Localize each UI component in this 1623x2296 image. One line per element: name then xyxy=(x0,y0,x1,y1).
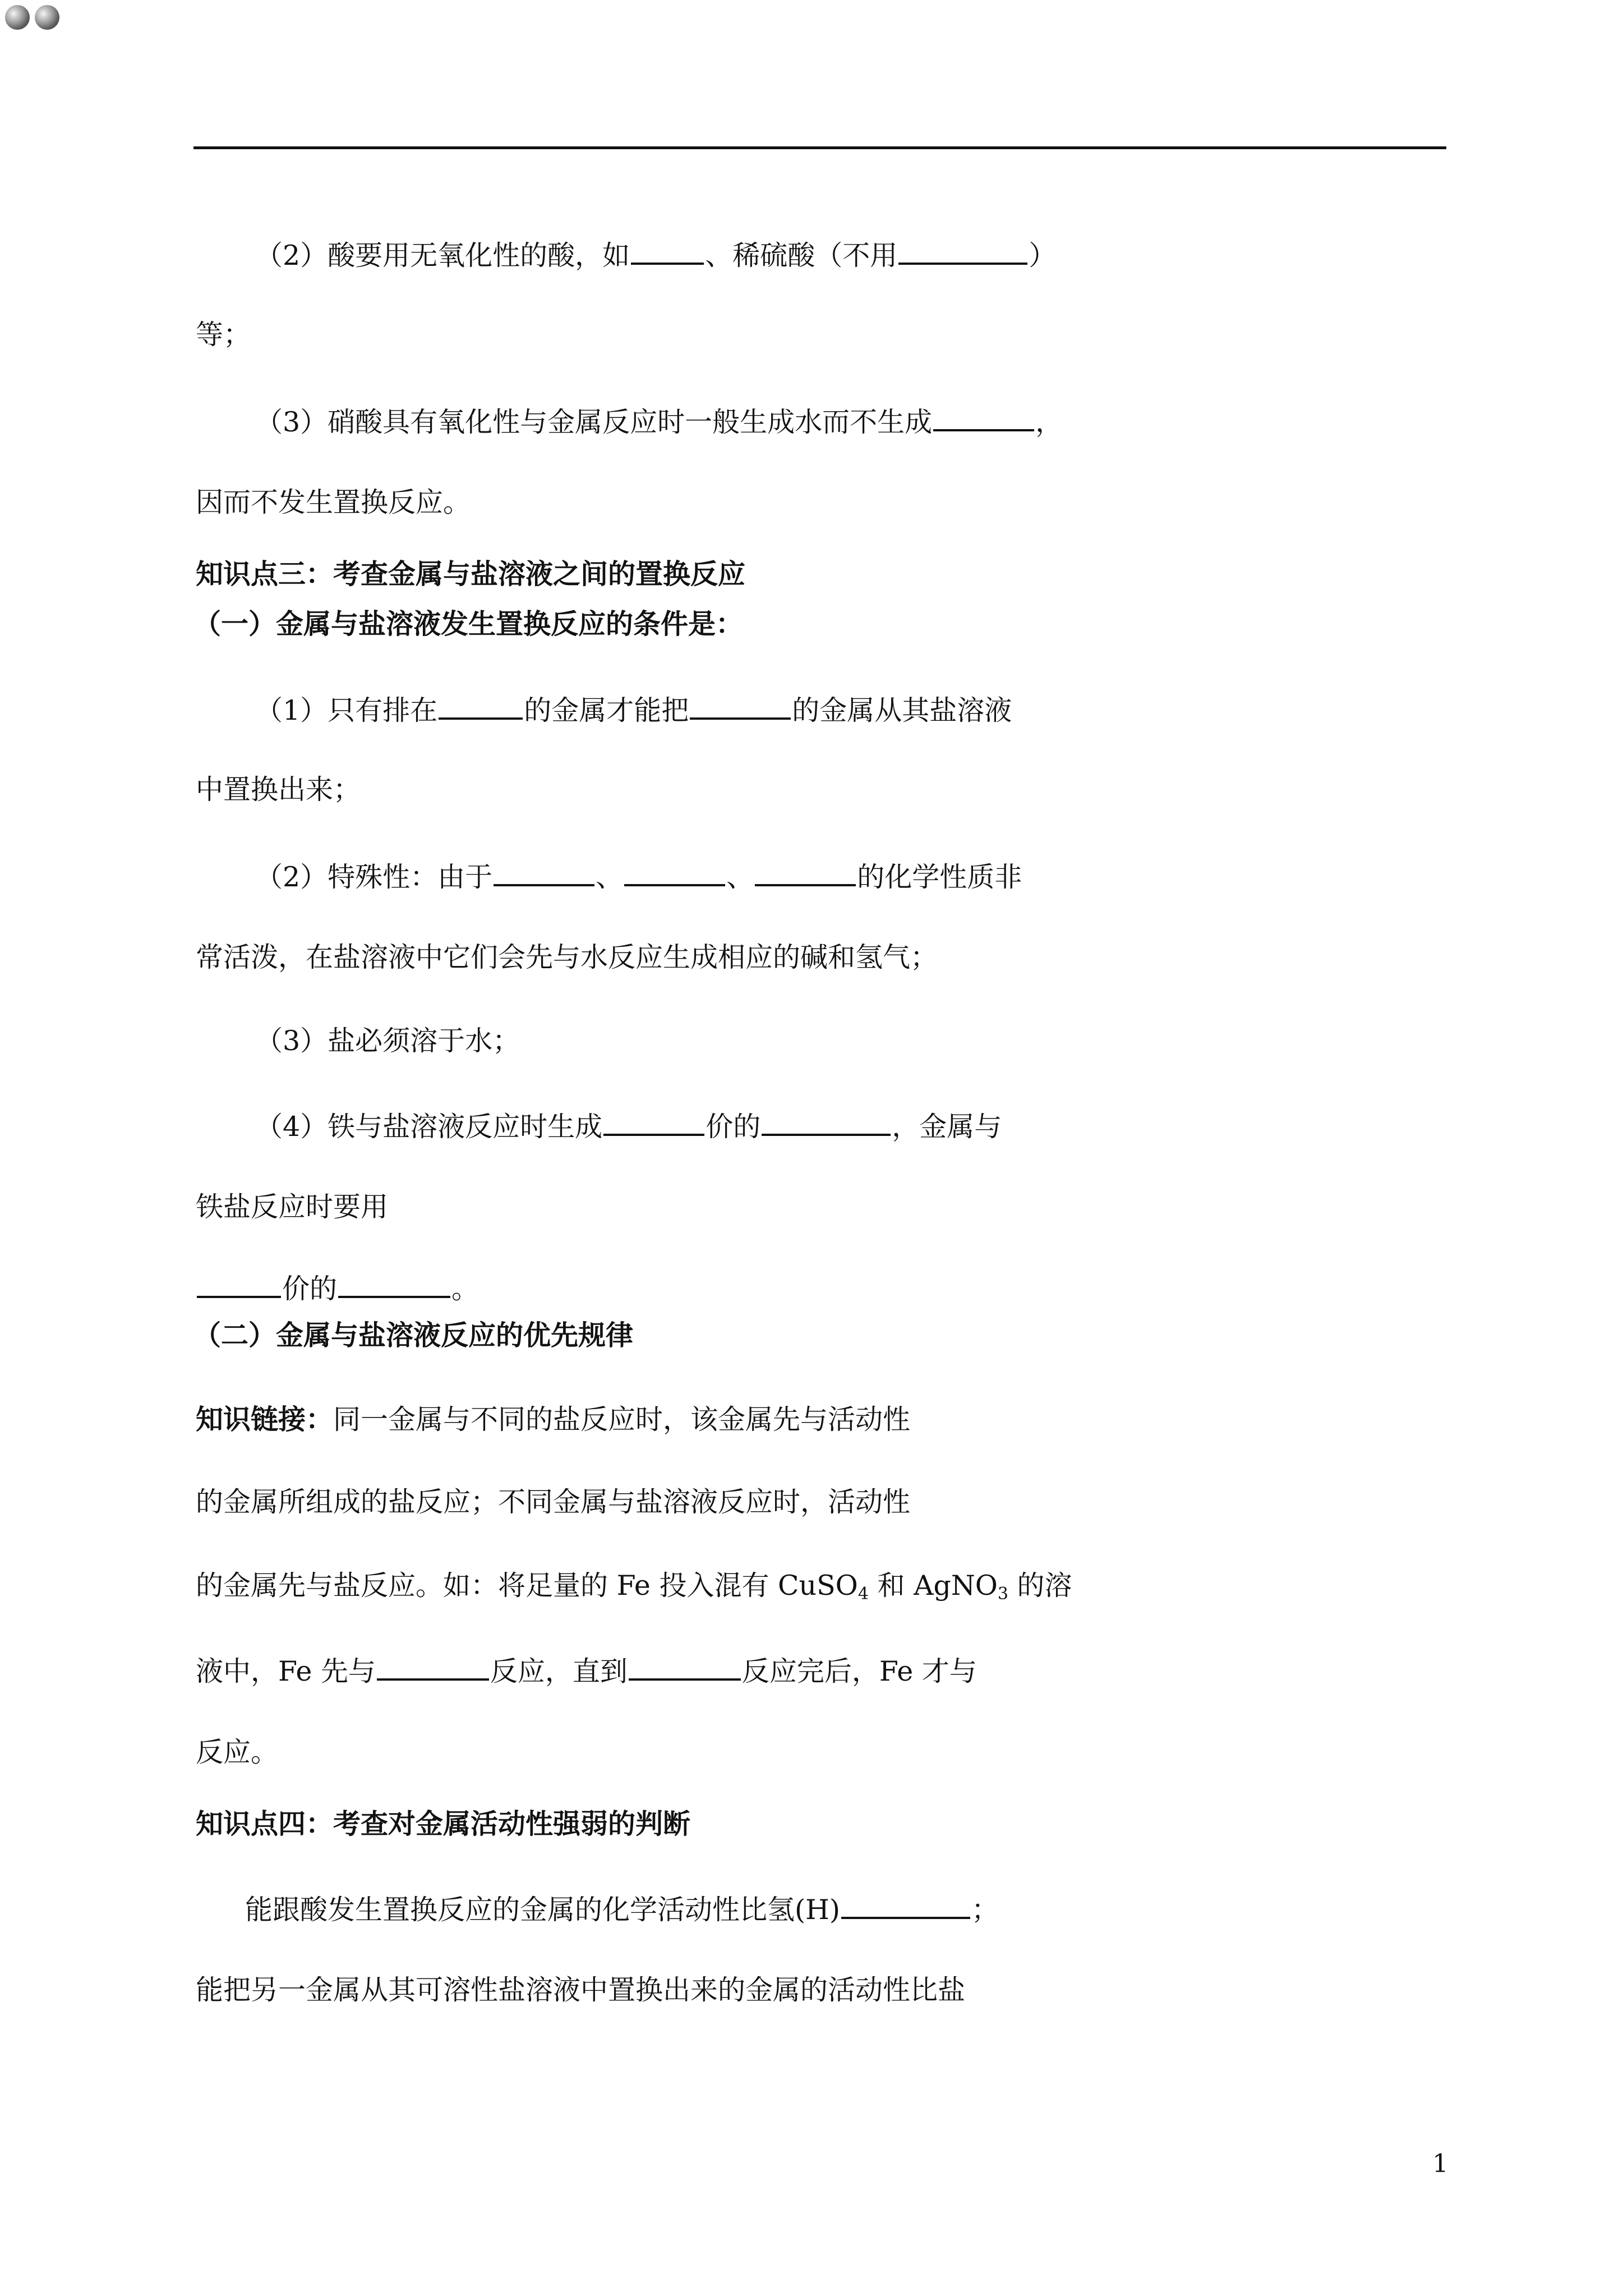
text-line: 液中，Fe 先与 反应，直到 反应完后，Fe 才与 xyxy=(196,1651,977,1688)
text-line: 铁盐反应时要用 xyxy=(196,1191,389,1223)
text-line: 价的 。 xyxy=(196,1269,479,1306)
fill-blank[interactable] xyxy=(494,857,594,886)
logo-icon xyxy=(3,3,65,31)
section-heading: （二）金属与盐溶液反应的优先规律 xyxy=(193,1319,634,1351)
fill-blank[interactable] xyxy=(690,691,791,720)
text-line: 能跟酸发生置换反应的金属的化学活动性比氢(H) ； xyxy=(245,1890,999,1927)
fill-blank[interactable] xyxy=(439,691,523,720)
text-line: （4）铁与盐溶液反应时生成 价的 ，金属与 xyxy=(255,1107,1002,1144)
text-line: 的金属所组成的盐反应；不同金属与盐溶液反应时，活动性 xyxy=(196,1486,911,1518)
fill-blank[interactable] xyxy=(603,1107,704,1136)
fill-blank[interactable] xyxy=(629,1651,741,1681)
text-line: 常活泼，在盐溶液中它们会先与水反应生成相应的碱和氢气； xyxy=(196,941,938,973)
text-line: 的金属先与盐反应。如：将足量的 Fe 投入混有 CuSO$_4$ 和 AgNO$_3$ 的溶 xyxy=(196,1570,1072,1604)
fill-blank[interactable] xyxy=(841,1890,970,1919)
text-line: 反应。 xyxy=(196,1736,279,1768)
section-heading: 知识点三：考查金属与盐溶液之间的置换反应 xyxy=(196,558,746,590)
fill-blank[interactable] xyxy=(624,857,725,886)
fill-blank[interactable] xyxy=(755,857,856,886)
text-line: （2）酸要用无氧化性的酸，如 、稀硫酸（不用 ） xyxy=(255,236,1056,273)
text-line: 中置换出来； xyxy=(196,774,361,806)
text-line: （3）硝酸具有氧化性与金属反应时一般生成水而不生成 ， xyxy=(255,402,1063,439)
section-heading: （一）金属与盐溶液发生置换反应的条件是： xyxy=(193,608,744,640)
text-line: （1）只有排在 的金属才能把 的金属从其盐溶液 xyxy=(255,691,1012,728)
text-line: （3）盐必须溶于水； xyxy=(255,1025,520,1057)
fill-blank[interactable] xyxy=(197,1269,281,1298)
fill-blank[interactable] xyxy=(338,1269,450,1298)
text-line: 知识链接：同一金属与不同的盐反应时，该金属先与活动性 xyxy=(196,1403,911,1435)
fill-blank[interactable] xyxy=(762,1107,891,1136)
section-heading: 知识点四：考查对金属活动性强弱的判断 xyxy=(196,1807,691,1840)
fill-blank[interactable] xyxy=(933,402,1034,431)
fill-blank[interactable] xyxy=(377,1651,489,1681)
fill-blank[interactable] xyxy=(898,236,1027,265)
text-line: 能把另一金属从其可溶性盐溶液中置换出来的金属的活动性比盐 xyxy=(196,1974,966,2006)
text-line: （2）特殊性：由于 、 、 的化学性质非 xyxy=(255,857,1022,894)
fill-blank[interactable] xyxy=(631,236,704,265)
text-line: 因而不发生置换反应。 xyxy=(196,486,471,518)
text-line: 等； xyxy=(196,319,251,351)
header-rule xyxy=(193,146,1446,149)
page-number: 1 xyxy=(1432,2148,1449,2178)
